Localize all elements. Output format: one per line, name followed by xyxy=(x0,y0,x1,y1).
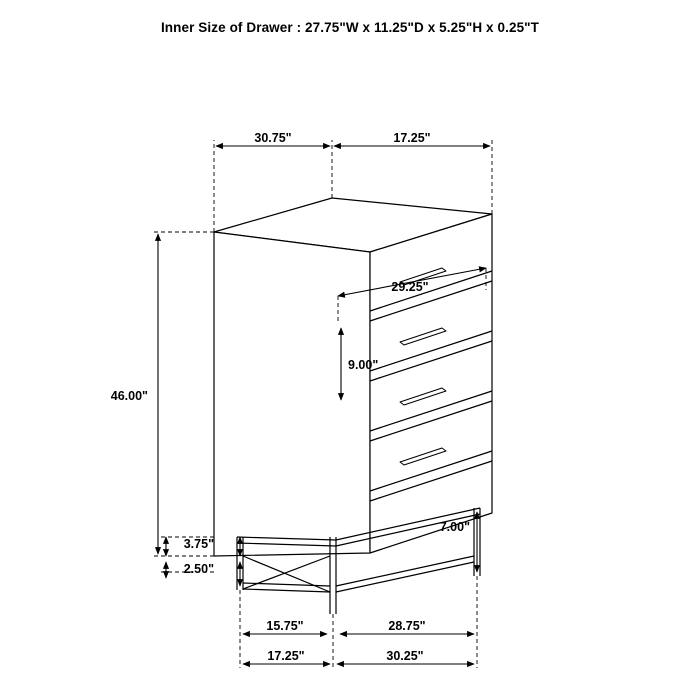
dim-top-depth-side: 17.25" xyxy=(393,131,431,145)
dim-foot-clearance: 2.50" xyxy=(183,562,214,576)
page-title: Inner Size of Drawer : 27.75"W x 11.25"D x 5.25"H x 0.25"T xyxy=(160,20,540,35)
dim-base-depth-inner: 15.75" xyxy=(266,619,304,633)
dim-base-depth-outer: 17.25" xyxy=(267,649,305,663)
dim-drawer-stack-height: 9.00" xyxy=(348,358,379,372)
dim-base-rail-height: 3.75" xyxy=(183,537,214,551)
dim-top-width-front: 30.75" xyxy=(254,131,292,145)
dim-drawer-inner-width: 29.25" xyxy=(391,280,429,294)
dim-base-width-outer: 30.25" xyxy=(386,649,424,663)
cabinet-body xyxy=(214,198,492,556)
dim-overall-height: 46.00" xyxy=(110,389,148,403)
dim-base-width-inner: 28.75" xyxy=(388,619,426,633)
dim-side-leg-height: 7.00" xyxy=(439,520,470,534)
